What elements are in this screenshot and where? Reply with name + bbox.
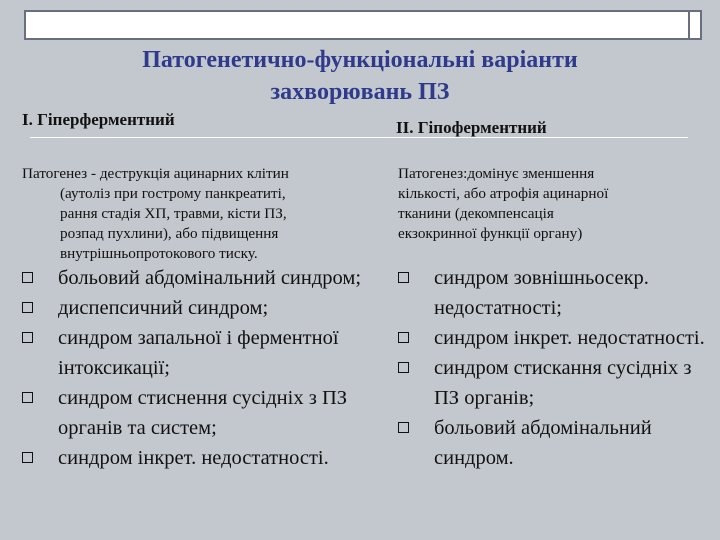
square-bullet-icon [22, 332, 33, 343]
list-item-text: синдром стиснення сусідніх з ПЗ органів та систем; [58, 387, 348, 439]
left-pathogenesis-line: розпад пухлини), або підвищення [60, 225, 279, 242]
list-item [396, 353, 716, 413]
top-decorative-bar [24, 10, 690, 40]
right-pathogenesis-line: екзокринної функції органу) [398, 225, 583, 242]
list-item-text: синдром зовнішньосекр. недостатності; [434, 267, 649, 319]
list-item [396, 263, 716, 323]
right-column-header: II. Гіпоферментний [396, 118, 547, 137]
list-item [20, 293, 400, 323]
title-line-1: Патогенетично-функціональні варіанти [142, 47, 578, 73]
left-pathogenesis [22, 164, 392, 264]
list-item [20, 443, 400, 473]
square-bullet-icon [22, 392, 33, 403]
square-bullet-icon [398, 332, 409, 343]
list-item-text: синдром запальної і ферментної інтоксикації; [58, 327, 339, 379]
square-bullet-icon [398, 422, 409, 433]
list-item-text: больовий абдомінальний синдром. [434, 417, 652, 469]
list-item-text: синдром інкрет. недостатності. [434, 327, 705, 349]
left-syndrome-list [20, 263, 400, 473]
square-bullet-icon [22, 272, 33, 283]
list-item [20, 383, 400, 443]
list-item-text: синдром стискання сусідніх з ПЗ органів; [434, 357, 692, 409]
header-divider [30, 137, 688, 138]
right-pathogenesis-line: кількості, або атрофія ацинарної [398, 185, 609, 202]
list-item-text: диспепсичний синдром; [58, 297, 269, 319]
list-item [396, 323, 716, 353]
left-pathogenesis-line: внутрішньопротокового тиску. [60, 245, 258, 262]
square-bullet-icon [22, 302, 33, 313]
list-item-text: больовий абдомінальний синдром; [58, 267, 362, 289]
list-item [396, 413, 716, 473]
title-line-2: захворювань ПЗ [270, 79, 450, 105]
slide-title [0, 44, 720, 108]
list-item [20, 323, 400, 383]
top-decorative-square [688, 10, 702, 40]
left-column-header: I. Гіперферментний [22, 110, 175, 129]
right-pathogenesis [398, 164, 698, 244]
square-bullet-icon [398, 272, 409, 283]
right-pathogenesis-line: Патогенез:домінує зменшення [398, 165, 595, 182]
list-item [20, 263, 400, 293]
left-pathogenesis-line: Патогенез - деструкція ацинарних клітин [22, 165, 289, 182]
left-pathogenesis-line: рання стадія ХП, травми, кісти ПЗ, [60, 205, 287, 222]
left-pathogenesis-line: (аутоліз при гострому панкреатиті, [60, 185, 286, 202]
list-item-text: синдром інкрет. недостатності. [58, 447, 329, 469]
right-syndrome-list [396, 263, 716, 473]
square-bullet-icon [22, 452, 33, 463]
right-pathogenesis-line: тканини (декомпенсація [398, 205, 554, 222]
square-bullet-icon [398, 362, 409, 373]
